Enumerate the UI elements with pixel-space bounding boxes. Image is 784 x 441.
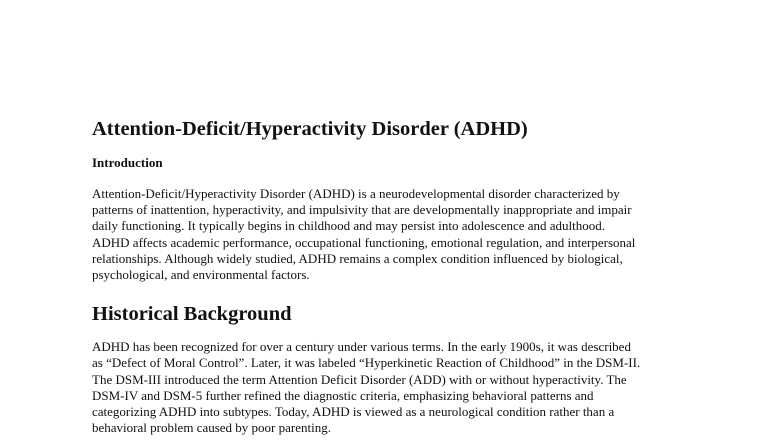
historical-background-heading: Historical Background [92,303,292,326]
history-line: as “Defect of Moral Control”. Later, it was labeled “Hyperkinetic Reaction of Childhood” in the DSM-II. [92,355,641,371]
history-line: DSM-IV and DSM-5 further refined the diagnostic criteria, emphasizing behavioral patterns and [92,387,594,403]
historical-background-paragraph [92,339,697,436]
document-title: Attention-Deficit/Hyperactivity Disorder (ADHD) [92,118,528,140]
introduction-line: relationships. Although widely studied, ADHD remains a complex condition influenced by biological, [92,250,623,266]
history-line: ADHD has been recognized for over a century under various terms. In the early 1900s, it was described [92,339,631,355]
introduction-line: daily functioning. It typically begins in childhood and may persist into adolescence and adulthood. [92,218,606,234]
document-body [92,116,697,436]
history-line: behavioral problem caused by poor parenting. [92,420,331,436]
introduction-line: Attention-Deficit/Hyperactivity Disorder (ADHD) is a neurodevelopmental disorder characterized by [92,186,620,201]
history-line: The DSM-III introduced the term Attention Deficit Disorder (ADD) with or without hyperactivity. The [92,371,627,387]
introduction-line: ADHD affects academic performance, occupational functioning, emotional regulation, and interpersonal [92,234,636,250]
introduction-line: patterns of inattention, hyperactivity, and impulsivity that are developmentally inappropriate and impair [92,202,632,218]
introduction-line: psychological, and environmental factors. [92,267,310,283]
history-line: categorizing ADHD into subtypes. Today, ADHD is viewed as a neurological condition rather than a [92,404,615,420]
introduction-paragraph [92,186,697,283]
introduction-label: Introduction [92,155,163,170]
